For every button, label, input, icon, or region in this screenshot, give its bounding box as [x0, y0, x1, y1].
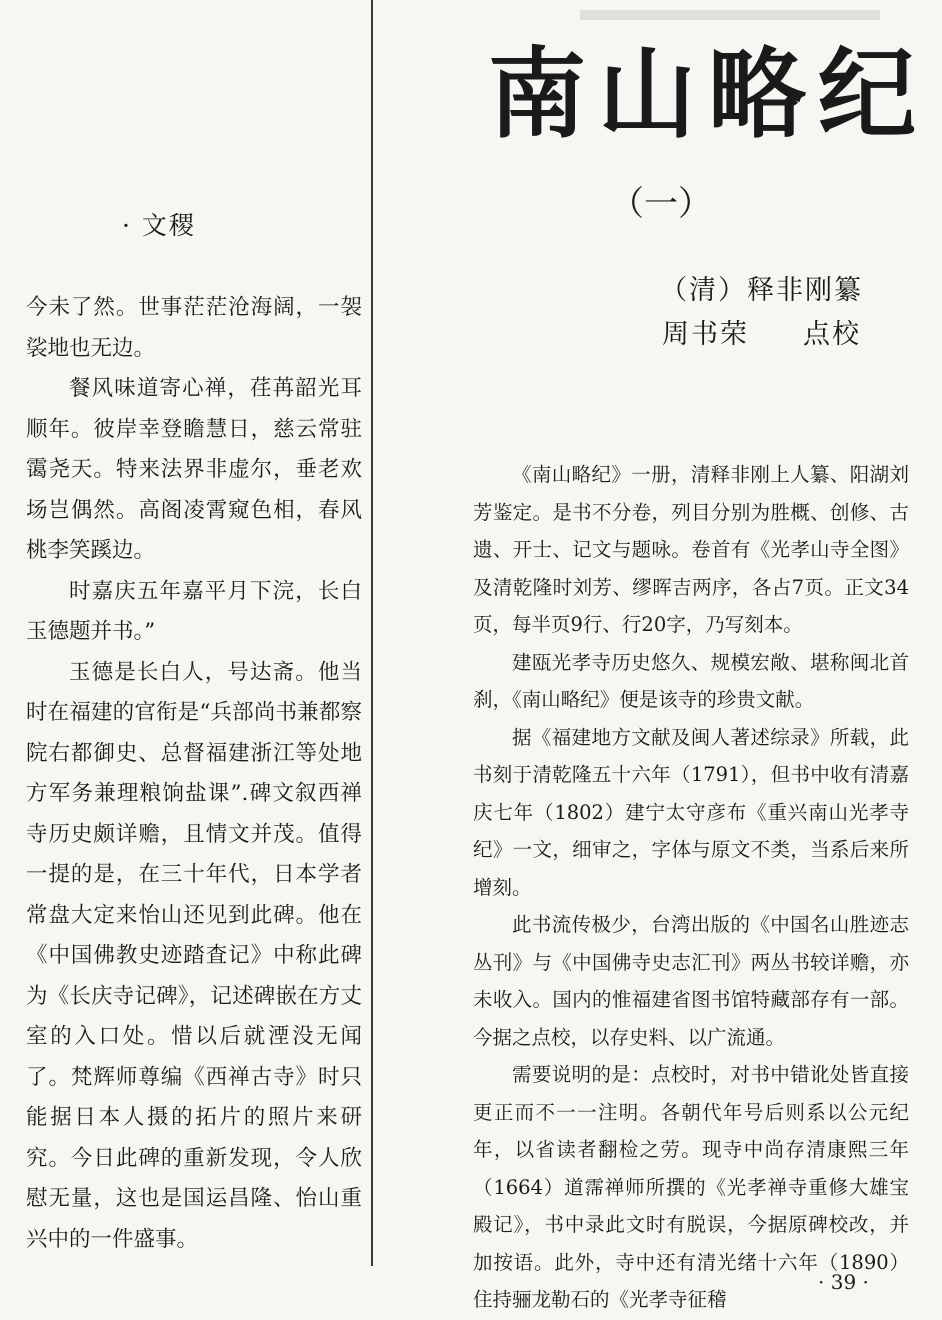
section-tag: · 文稷 — [122, 211, 196, 240]
left-column — [26, 288, 362, 1260]
right-paragraph: 《南山略纪》一册，清释非刚上人纂、阳湖刘芳鉴定。是书不分卷，列目分别为胜概、创修、古遗、开士、记文与题咏。卷首有《光孝山寺全图》及清乾隆时刘芳、缪晖吉两序，各占7页。正文34页，每半页9行、行20字，乃写刻本。 — [473, 463, 909, 636]
right-paragraph: 此书流传极少，台湾出版的《中国名山胜迹志丛刊》与《中国佛寺史志汇刊》两丛书较详赡，亦未收入。国内的惟福建省图书馆特藏部存有一部。今据之点校，以存史料、以广流通。 — [473, 913, 909, 1049]
faded-stamp-mark — [580, 6, 880, 24]
part-number: （一） — [610, 184, 712, 224]
right-paragraph: 需要说明的是：点校时，对书中错讹处皆直接更正而不一一注明。各朝代年号后则系以公元纪年，以省读者翻检之劳。现寺中尚存清康熙三年（1664）道霈禅师所撰的《光孝禅寺重修大雄宝殿记》，书中录此文时有脱误，今据原碑校改，并加按语。此外，寺中还有清光绪十六年（1890）住持骊龙勒石的《光孝寺征稽 — [473, 1063, 909, 1311]
article-title: 南山略纪 — [488, 37, 929, 152]
left-paragraph: 玉德是长白人，号达斋。他当时在福建的官衔是“兵部尚书兼都察院右都御史、总督福建浙江等处地方军务兼理粮饷盐课”.碑文叙西禅寺历史颇详赡，且情文并茂。值得一提的是，在三十年代，日本学者常盘大定来怡山还见到此碑。他在《中国佛教史迹踏査记》中称此碑为《长庆寺记碑》，记述碑嵌在方丈室的入口处。惜以后就湮没无闻了。梵辉师尊编《西禅古寺》时只能据日本人摄的拓片的照片来研究。今日此碑的重新发现，令人欣慰无量，这也是国运昌隆、怡山重兴中的一件盛事。 — [26, 659, 362, 1252]
left-paragraph: 今未了然。世事茫茫沧海阔，一袈裟地也无边。 — [26, 295, 362, 361]
editor-name: 周书荣 — [662, 319, 749, 350]
editor-role: 点校 — [803, 319, 861, 350]
author-line: （清）释非刚纂 — [660, 275, 863, 306]
page-number: · 39 · — [818, 1270, 869, 1294]
left-paragraph: 餐风味道寄心禅，荏苒韶光耳顺年。彼岸幸登瞻慧日，慈云常驻霭尧天。特来法界非虚尔，垂老欢场岂偶然。高阁凌霄窥色相，春风桃李笑蹊边。 — [26, 376, 362, 563]
right-paragraph: 据《福建地方文献及闽人著述综录》所载，此书刻于清乾隆五十六年（1791），但书中收有清嘉庆七年（1802）建宁太守彦布《重兴南山光孝寺纪》一文，细审之，字体与原文不类，当系后来所增刻。 — [473, 725, 909, 899]
column-divider — [371, 0, 373, 1266]
right-paragraph: 建瓯光孝寺历史悠久、规模宏敞、堪称闽北首刹，《南山略纪》便是该寺的珍贵文献。 — [473, 650, 909, 711]
left-paragraph: 时嘉庆五年嘉平月下浣，长白玉德题并书。” — [26, 578, 362, 644]
editor-line — [662, 312, 861, 351]
right-column — [473, 456, 909, 1319]
